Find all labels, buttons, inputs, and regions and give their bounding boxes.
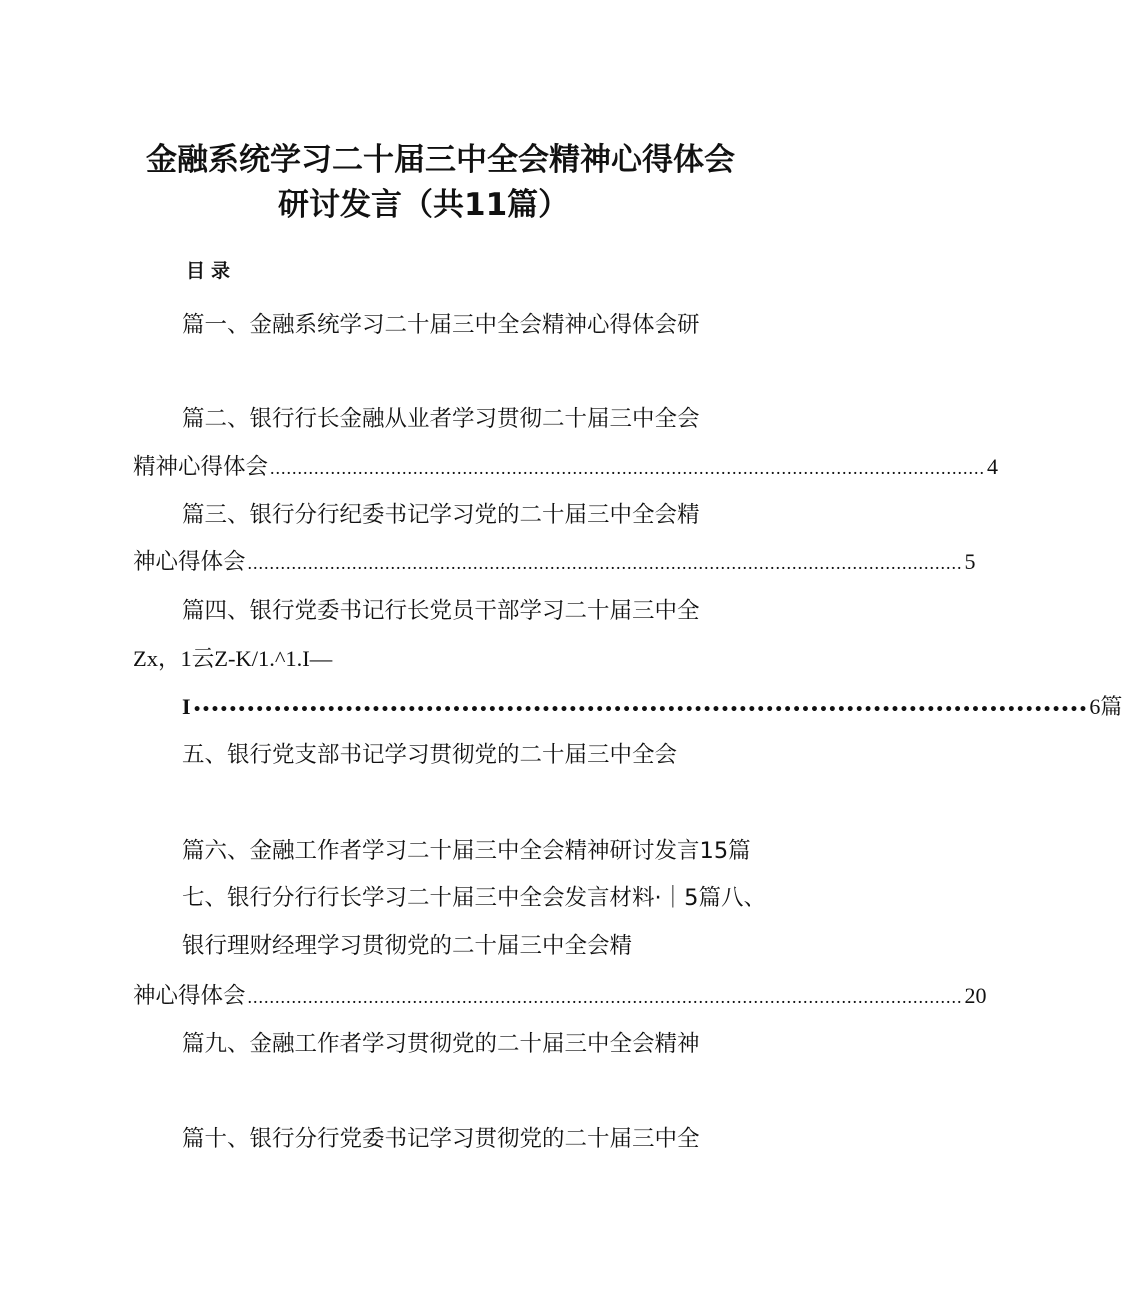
toc-entry-4-prefix: I [182, 694, 191, 719]
toc-entry-3-leader [133, 549, 976, 575]
toc-entry-3-continuation: 神心得体会 [133, 549, 246, 575]
toc-entry-5: 五、银行党支部书记学习贯彻党的二十届三中全会 [182, 742, 678, 768]
toc-entry-9: 篇九、金融工作者学习贯彻党的二十届三中全会精神 [182, 1031, 700, 1057]
toc-entry-4-leader [182, 694, 1122, 719]
document-title-line-2: 研讨发言（共11篇） [278, 187, 570, 223]
toc-entry-3: 篇三、银行分行纪委书记学习党的二十届三中全会精 [182, 502, 700, 528]
toc-heading: 目录 [186, 260, 237, 282]
toc-entry-2-page: 4 [987, 454, 999, 479]
toc-entry-2-leader [133, 454, 999, 480]
dot-leader: .................................................................................................................................. [247, 553, 963, 573]
toc-entry-8: 银行理财经理学习贯彻党的二十届三中全会精 [182, 933, 633, 959]
toc-entry-4: 篇四、银行党委书记行长党员干部学习二十届三中全 [182, 598, 700, 624]
toc-entry-8-page: 20 [964, 983, 987, 1008]
toc-entry-10: 篇十、银行分行党委书记学习贯彻党的二十届三中全 [182, 1126, 700, 1152]
toc-entry-6: 篇六、金融工作者学习二十届三中全会精神研讨发言15篇 [182, 838, 751, 864]
toc-entry-2-continuation: 精神心得体会 [133, 454, 269, 480]
document-title-line-1: 金融系统学习二十届三中全会精神心得体会 [146, 142, 735, 178]
toc-entry-8-continuation: 神心得体会 [133, 983, 246, 1009]
dot-leader: .................................................................................................................................. [270, 458, 986, 478]
toc-entry-4-garbled: Zx，1云Z-K/1.^1.I— [133, 646, 333, 671]
toc-entry-4-page: 6篇 [1089, 694, 1122, 719]
toc-entry-1: 篇一、金融系统学习二十届三中全会精神心得体会研 [182, 312, 700, 338]
toc-entry-7: 七、银行分行行长学习二十届三中全会发言材料·｜5篇八、 [182, 885, 766, 911]
dot-leader: .................................................................................................................................. [247, 987, 963, 1007]
toc-entry-8-leader [133, 983, 987, 1009]
toc-entry-3-page: 5 [964, 549, 976, 574]
dot-leader: •••••••••••••••••••••••••••••••••••••••••••••••••••••••••••••••••••••••••••••••••••••••••••••••••••• [192, 702, 1088, 718]
toc-entry-2: 篇二、银行行长金融从业者学习贯彻二十届三中全会 [182, 406, 700, 432]
